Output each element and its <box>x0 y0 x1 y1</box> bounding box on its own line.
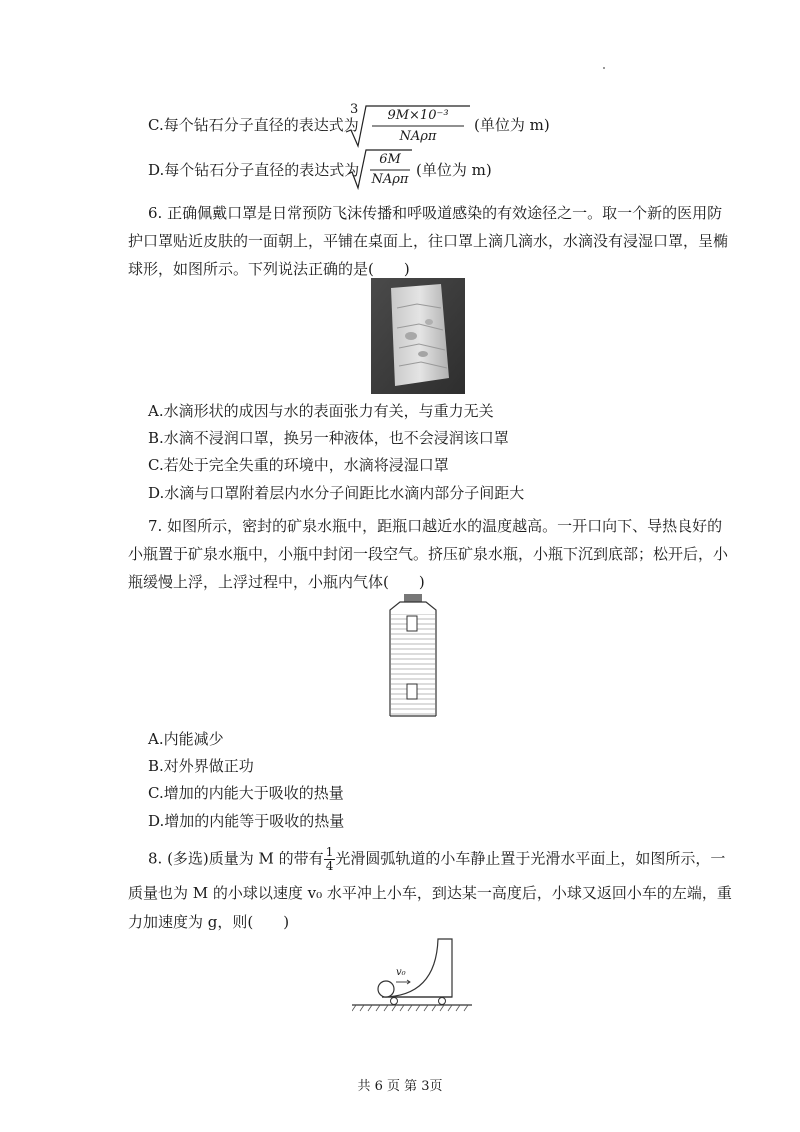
q7-option-d: D.增加的内能等于吸收的热量 <box>148 812 345 830</box>
option-c-formula <box>342 100 470 150</box>
option-d-formula <box>342 146 412 192</box>
root-index: 3 <box>350 102 359 117</box>
cart-drawing <box>352 935 472 1015</box>
option-c-text: C.每个钻石分子直径的表达式为 <box>148 116 359 134</box>
q7-option-a: A.内能减少 <box>148 730 224 748</box>
page-footer: 共 6 页 第 3页 <box>357 1079 443 1094</box>
q6-line-3: 球形，如图所示。下列说法正确的是( ) <box>128 260 410 278</box>
c-numerator: 9M×10⁻³ <box>387 108 449 123</box>
option-d-unit: (单位为 m) <box>416 161 492 179</box>
option-c-unit: (单位为 m) <box>474 116 550 134</box>
fraction-num: 1 <box>325 845 334 859</box>
q7-line-2: 小瓶置于矿泉水瓶中，小瓶中封闭一段空气。挤压矿泉水瓶，小瓶下沉到底部；松开后，小 <box>128 545 729 563</box>
d-denominator: NAρπ <box>371 172 409 187</box>
cart-figure <box>352 935 472 1015</box>
q7-line-1: 7. 如图所示，密封的矿泉水瓶中，距瓶口越近水的温度越高。一开口向下、导热良好的 <box>148 517 723 535</box>
water-bottle-figure <box>388 592 438 718</box>
q8-text-a: 8. (多选)质量为 M 的带有 <box>148 849 324 868</box>
c-denominator: NAρπ <box>399 129 437 144</box>
q6-option-a: A.水滴形状的成因与水的表面张力有关，与重力无关 <box>148 402 494 420</box>
scan-dot <box>603 67 605 69</box>
q6-line-1: 6. 正确佩戴口罩是日常预防飞沫传播和呼吸道感染的有效途径之一。取一个新的医用防 <box>148 204 723 222</box>
q6-option-c: C.若处于完全失重的环境中，水滴将浸湿口罩 <box>148 456 449 474</box>
q7-option-c: C.增加的内能大于吸收的热量 <box>148 784 344 802</box>
q6-line-2: 护口罩贴近皮肤的一面朝上，平铺在桌面上，往口罩上滴几滴水，水滴没有浸湿口罩，呈椭 <box>128 232 729 250</box>
q6-option-d: D.水滴与口罩附着层内水分子间距比水滴内部分子间距大 <box>148 484 525 502</box>
mask-photo <box>371 278 465 394</box>
option-d-text: D.每个钻石分子直径的表达式为 <box>148 161 360 179</box>
option-c-line <box>148 116 359 134</box>
q8-line-1 <box>148 846 725 873</box>
fraction-den: 4 <box>325 859 334 873</box>
d-numerator: 6M <box>379 152 401 167</box>
q8-line-2: 质量也为 M 的小球以速度 v₀ 水平冲上小车，到达某一高度后，小球又返回小车的左端，重 <box>128 884 732 902</box>
q7-option-b: B.对外界做正功 <box>148 757 254 775</box>
q6-option-b: B.水滴不浸润口罩，换另一种液体，也不会浸润该口罩 <box>148 429 509 447</box>
q7-line-3: 瓶缓慢上浮，上浮过程中，小瓶内气体( ) <box>128 573 425 591</box>
q8-line-3: 力加速度为 g，则( ) <box>128 913 290 931</box>
option-d-line <box>148 161 359 179</box>
q8-text-b: 光滑圆弧轨道的小车静止置于光滑水平面上，如图所示，一 <box>335 849 726 868</box>
q8-fraction <box>324 846 336 873</box>
velocity-label: v₀ <box>396 967 406 978</box>
